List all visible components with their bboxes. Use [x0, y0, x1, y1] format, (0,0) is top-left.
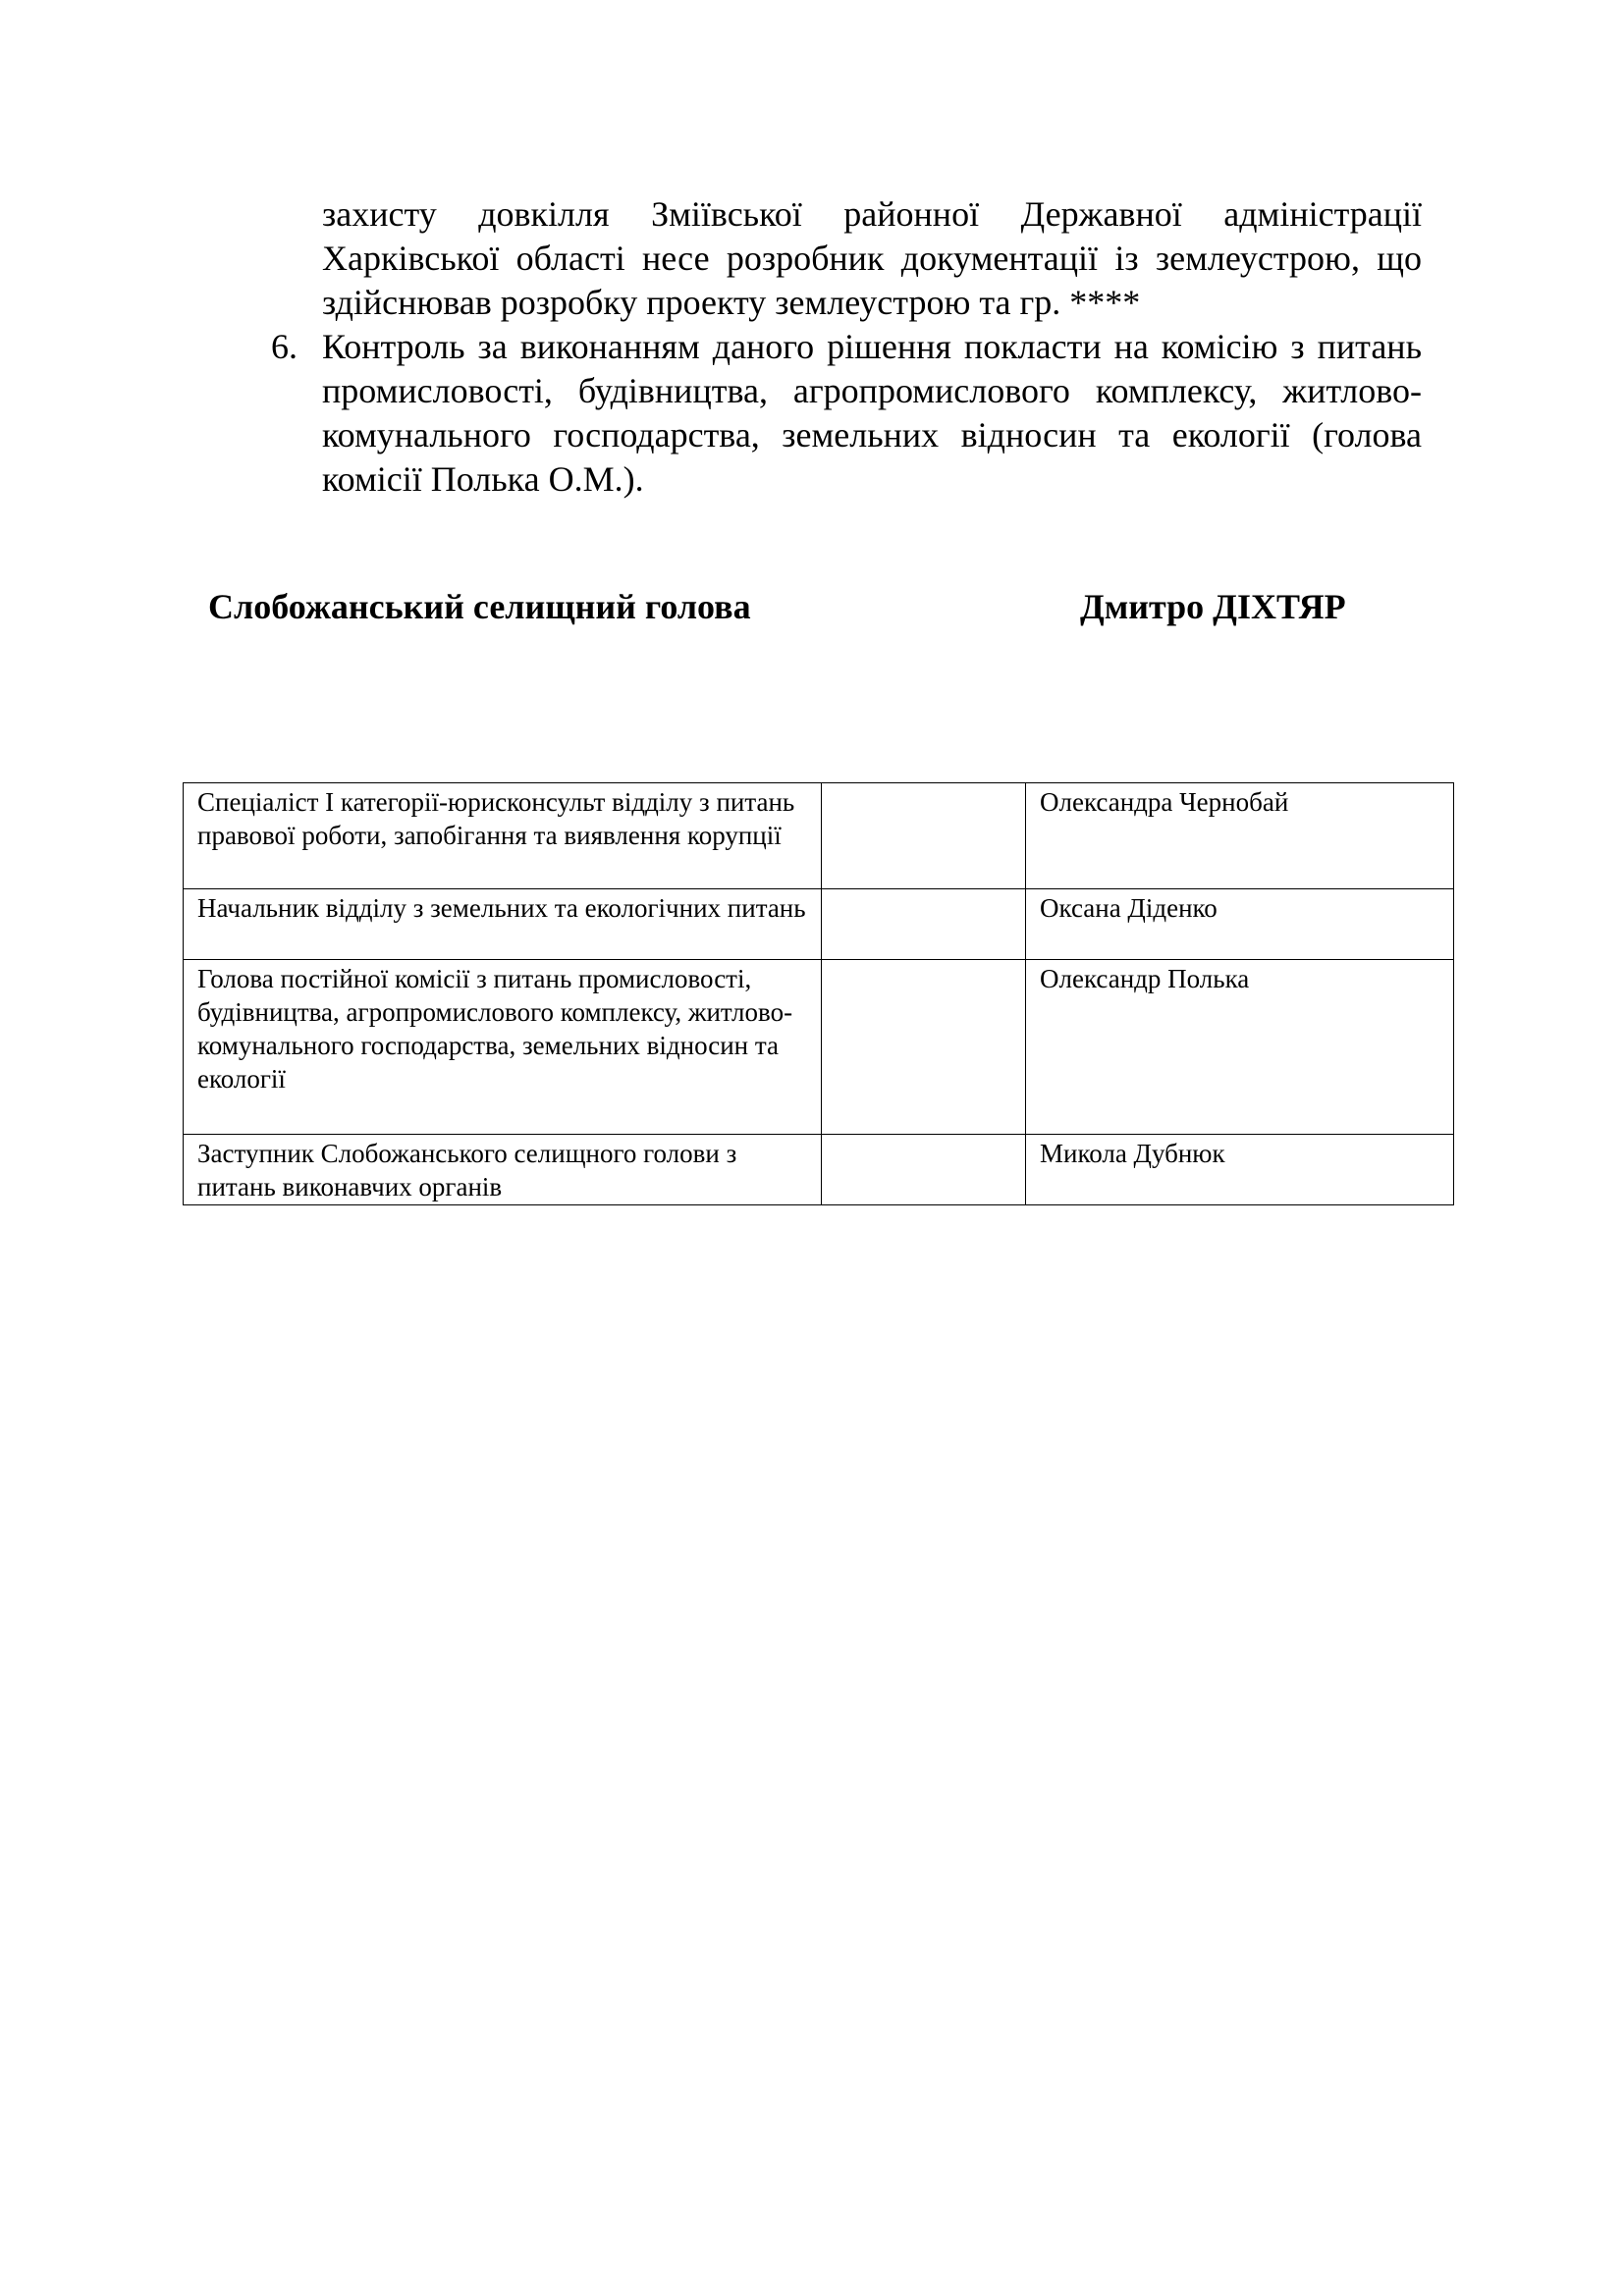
- approver-name: Микола Дубнюк: [1026, 1135, 1454, 1205]
- approver-position: Голова постійної комісії з питань промисловості, будівництва, агропромислового комплексу, житлово-комунального господарства, земельних відносин та екології: [184, 960, 822, 1135]
- approver-signature-cell: [822, 1135, 1026, 1205]
- signatory-title: Слобожанський селищний голова: [208, 587, 751, 626]
- approver-signature-cell: [822, 783, 1026, 889]
- approver-name: Оксана Діденко: [1026, 889, 1454, 960]
- list-item-text: Контроль за виконанням даного рішення покласти на комісію з питань промисловості, будівництва, агропромислового комплексу, житлово-комунального господарства, земельних відносин та екології (голова комісії Полька О.М.).: [322, 327, 1422, 499]
- approver-position: Начальник відділу з земельних та екологічних питань: [184, 889, 822, 960]
- signature-block: [208, 582, 1386, 631]
- approver-name: Олександр Полька: [1026, 960, 1454, 1135]
- paragraph-continuation: захисту довкілля Зміївської районної Державної адміністрації Харківської області несе розробник документації із землеустрою, що здійснював розробку проекту землеустрою та гр. ****: [322, 194, 1422, 322]
- table-row: [184, 783, 1454, 889]
- signatory-name: Дмитро ДІХТЯР: [1080, 587, 1346, 626]
- approval-table: [183, 782, 1454, 1205]
- approver-position: Спеціаліст І категорії-юрисконсульт відділу з питань правової роботи, запобігання та виявлення корупції: [184, 783, 822, 889]
- approver-signature-cell: [822, 960, 1026, 1135]
- table-row: [184, 960, 1454, 1135]
- list-item-6: [271, 325, 1422, 502]
- table-row: [184, 1135, 1454, 1205]
- approver-name: Олександра Чернобай: [1026, 783, 1454, 889]
- approver-signature-cell: [822, 889, 1026, 960]
- list-item-number: 6.: [271, 327, 298, 366]
- decision-body: [271, 192, 1422, 502]
- approver-position: Заступник Слобожанського селищного голови з питань виконавчих органів: [184, 1135, 822, 1205]
- table-row: [184, 889, 1454, 960]
